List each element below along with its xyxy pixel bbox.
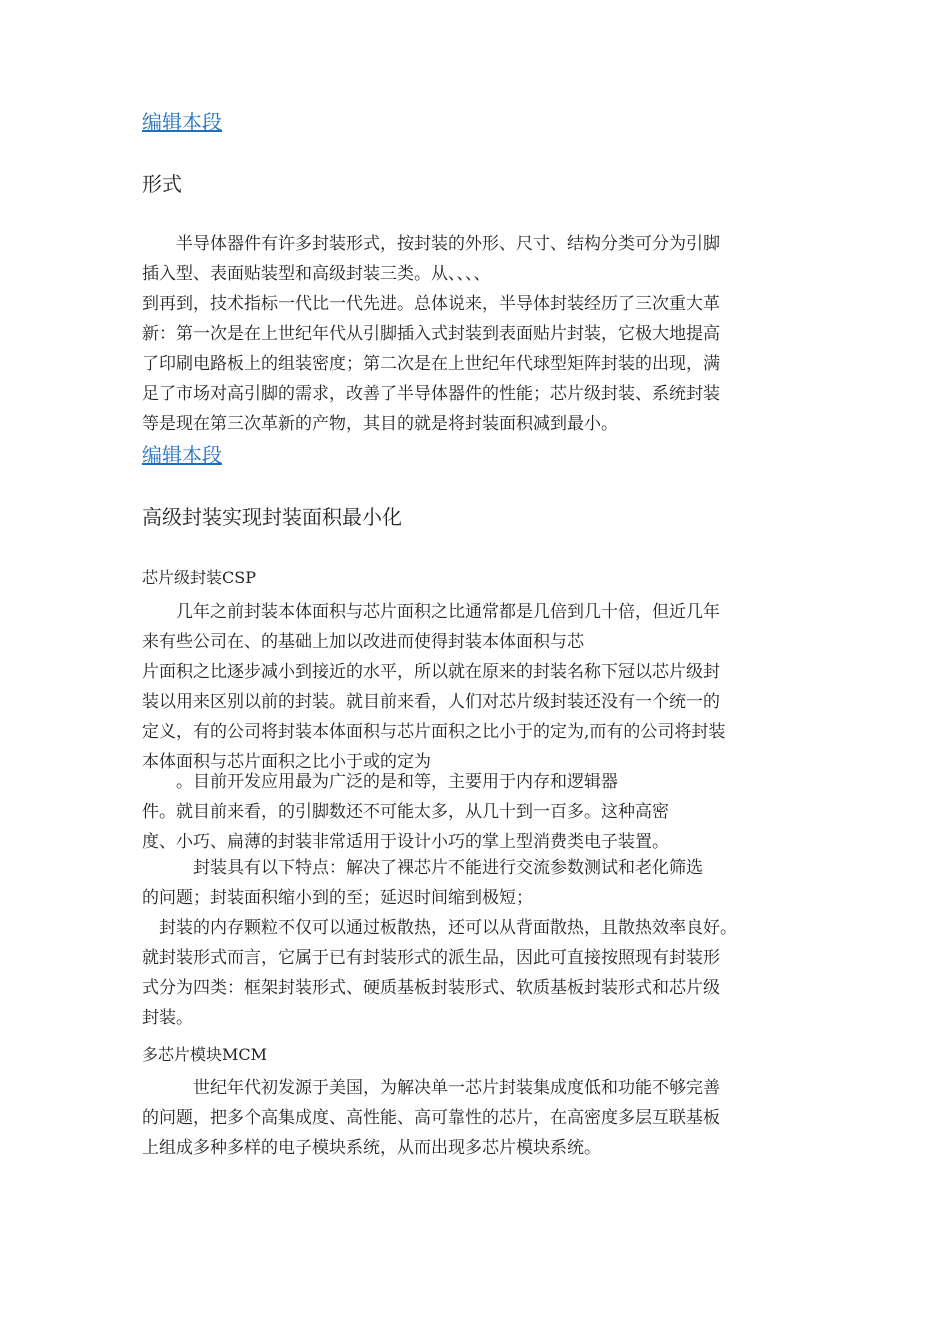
text-line: 几年之前封装本体面积与芯片面积之比通常都是几倍到几十倍，但近几年 — [142, 602, 720, 622]
edit-section-link-2[interactable]: 编辑本段 — [142, 443, 222, 467]
text-line: 片面积之比逐步减小到接近的水平，所以就在原来的封装名称下冠以芯片级封 — [142, 662, 720, 682]
edit-section-link-1[interactable]: 编辑本段 — [142, 110, 222, 134]
csp-paragraph-2 — [142, 767, 842, 857]
mcm-subheading: 多芯片模块MCM — [142, 1045, 268, 1064]
text-line: 插入型、表面贴装型和高级封装三类。从、、、、 — [142, 264, 491, 284]
text-line: 等是现在第三次革新的产物，其目的就是将封装面积减到最小。 — [142, 414, 618, 434]
text-line: 的问题，把多个高集成度、高性能、高可靠性的芯片，在高密度多层互联基板 — [142, 1108, 720, 1128]
section-heading-advanced: 高级封装实现封装面积最小化 — [142, 505, 402, 529]
text-line: 件。就目前来看，的引脚数还不可能太多，从几十到一百多。这种高密 — [142, 802, 669, 822]
text-line: 新：第一次是在上世纪年代从引脚插入式封装到表面贴片封装，它极大地提高 — [142, 324, 720, 344]
text-line: 度、小巧、扁薄的封装非常适用于设计小巧的掌上型消费类电子装置。 — [142, 832, 669, 852]
text-line: 到再到，技术指标一代比一代先进。总体说来，半导体封装经历了三次重大革 — [142, 294, 720, 314]
text-line: 来有些公司在、的基础上加以改进而使得封装本体面积与芯 — [142, 632, 584, 652]
text-line: 封装具有以下特点：解决了裸芯片不能进行交流参数测试和老化筛选 — [142, 858, 703, 878]
csp-paragraph-3 — [142, 853, 842, 1033]
text-line: 就封装形式而言，它属于已有封装形式的派生品，因此可直接按照现有封装形 — [142, 948, 720, 968]
csp-paragraph-1 — [142, 597, 842, 777]
text-line: 半导体器件有许多封装形式，按封装的外形、尺寸、结构分类可分为引脚 — [142, 234, 720, 254]
text-line: 足了市场对高引脚的需求，改善了半导体器件的性能；芯片级封装、系统封装 — [142, 384, 720, 404]
text-line: 封装的内存颗粒不仅可以通过板散热，还可以从背面散热，且散热效率良好。 — [142, 918, 737, 938]
text-line: 。目前开发应用最为广泛的是和等，主要用于内存和逻辑器 — [142, 772, 618, 792]
text-line: 了印刷电路板上的组装密度；第二次是在上世纪年代球型矩阵封装的出现，满 — [142, 354, 720, 374]
text-line: 定义，有的公司将封装本体面积与芯片面积之比小于的定为,而有的公司将封装 — [142, 722, 726, 742]
text-line: 世纪年代初发源于美国，为解决单一芯片封装集成度低和功能不够完善 — [142, 1078, 720, 1098]
csp-subheading: 芯片级封装CSP — [142, 568, 256, 587]
section-heading-form: 形式 — [142, 172, 182, 196]
text-line: 的问题；封装面积缩小到的至；延迟时间缩到极短； — [142, 888, 533, 908]
text-line: 上组成多种多样的电子模块系统，从而出现多芯片模块系统。 — [142, 1138, 601, 1158]
mcm-paragraph-1 — [142, 1073, 842, 1163]
text-line: 装以用来区别以前的封装。就目前来看，人们对芯片级封装还没有一个统一的 — [142, 692, 720, 712]
text-line: 本体面积与芯片面积之比小于或的定为 — [142, 752, 431, 772]
text-line: 式分为四类：框架封装形式、硬质基板封装形式、软质基板封装形式和芯片级 — [142, 978, 720, 998]
form-paragraph — [142, 229, 842, 439]
text-line: 封装。 — [142, 1008, 193, 1028]
